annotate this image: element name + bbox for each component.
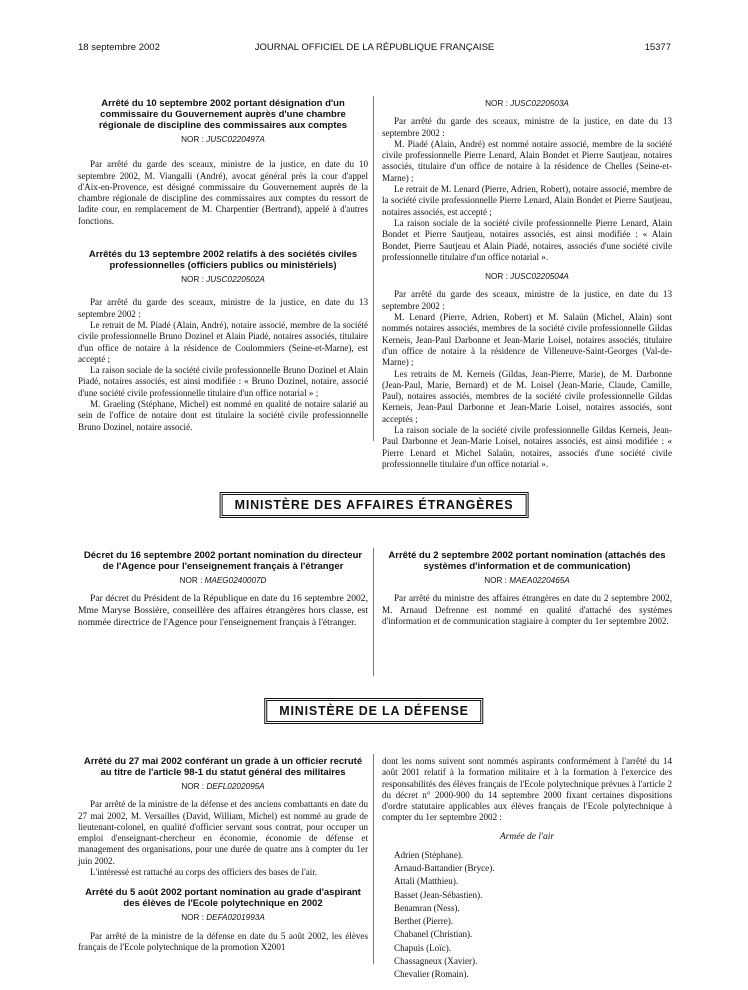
- paragraph: La raison sociale de la société civile professionnelle Gildas Kerneis, Jean-Paul Darbonne et Jean-Marie Loisel, notaires associés, est ainsi modifiée : « Pierre Lenard et Michel Salaün, notaires, associés d'une société civile professionnelle titulaire d'un office notarial ».: [382, 425, 672, 469]
- paragraph: L'intéressé est rattaché au corps des officiers des bases de l'air.: [90, 867, 318, 878]
- bottom-right-column: [382, 756, 672, 981]
- bottom-left-column: [78, 756, 368, 953]
- nor-reference: NOR : JUSC0220503A: [485, 99, 569, 108]
- top-right-column: [382, 98, 672, 470]
- paragraph: La raison sociale de la société civile professionnelle Pierre Lenard, Alain Bondet et Pierre Sautjeau, notaires associés, est ainsi modifiée : « Alain Bondet, Pierre Sautjeau et Alain Piadé, notaires, associés d'une société civile professionnelle titulaire d'un office notarial ».: [382, 217, 672, 262]
- mid-left-column: [78, 550, 368, 629]
- list-item: Chabanel (Christian).: [394, 929, 473, 940]
- nor-reference: NOR : DEFL0202095A: [181, 782, 265, 791]
- nor-reference: NOR : MAEG0240007D: [179, 576, 267, 585]
- paragraph: Par arrêté du garde des sceaux, ministre de la justice, en date du 10 septembre 2002, M. Viangalli (André), avocat général près la cour d'appel d'Aix-en-Provence, est désigné commissaire du Gouvernement auprès de la chambre régionale de discipline des commissaires aux comptes du ressort de ladite cour, en remplacement de M. Charpentier (Bertrand), appelé à d'autres fonctions.: [78, 159, 368, 226]
- list-item: Benamran (Ness).: [394, 902, 460, 913]
- paragraph: Par arrêté du garde des sceaux, ministre de la justice, en date du 13 septembre 2002 :: [382, 116, 672, 138]
- ministry-heading: MINISTÈRE DE LA DÉFENSE: [264, 698, 483, 724]
- list-item: Arnaud-Battandier (Bryce).: [394, 863, 495, 874]
- paragraph: La raison sociale de la société civile professionnelle Bruno Dozinel et Alain Piadé, notaires associés, est ainsi modifiée : « Bruno Dozinel, notaire, associé d'une société civile professionnelle titulaire d'un office notarial » ;: [78, 365, 368, 398]
- ministry-heading: MINISTÈRE DES AFFAIRES ÉTRANGÈRES: [220, 492, 529, 518]
- paragraph: M. Lenard (Pierre, Adrien, Robert) et M. Salaün (Michel, Alain) sont nommés notaires associés, membres de la société civile professionnelle Gildas Kerneis, Jean-Paul Darbonne et Jean-Marie Loisel, notaires associés, titulaire d'un office de notaire à la résidence de Villeneuve-Saint-Georges (Val-de-Marne) ;: [382, 312, 672, 368]
- paragraph: Par arrêté du garde des sceaux, ministre de la justice, en date du 13 septembre 2002 :: [78, 297, 368, 319]
- paragraph: Les retraits de M. Kerneis (Gildas, Jean-Pierre, Marie), de M. Darbonne (Jean-Paul, Marie, Bernard) et de M. Loisel (Jean-Marie, Claude, Camille, Paul), notaires associés, membres de la société civile professionnelle Gildas Kerneis, Jean-Paul Darbonne et Jean-Marie Loisel, notaires associés, sont acceptés ;: [382, 368, 672, 424]
- top-left-column: [78, 98, 368, 433]
- article-title: Décret du 16 septembre 2002 portant nomination du directeur de l'Agence pour l'enseignement français à l'étranger: [83, 550, 363, 572]
- header-journal: JOURNAL OFFICIEL DE LA RÉPUBLIQUE FRANÇAISE: [254, 42, 495, 53]
- name-list: [382, 849, 672, 981]
- list-item: Adrien (Stéphane).: [394, 850, 464, 861]
- column-divider: [373, 96, 374, 441]
- mid-right-column: [382, 550, 672, 627]
- list-item: Chassagneux (Xavier).: [394, 955, 478, 966]
- paragraph: Le retrait de M. Piadé (Alain, André), notaire associé, membre de la société civile professionnelle Bruno Dozinel et Alain Piadé, notaires associés, titulaire d'un office de notaire à la résidence de Coulommiers (Seine-et-Marne), est accepté ;: [78, 319, 368, 364]
- paragraph: Le retrait de M. Lenard (Pierre, Adrien, Robert), notaire associé, membre de la société civile professionnelle Pierre Lenard, Alain Bondet et Pierre Sautjeau, notaires associés, est accepté ;: [382, 184, 672, 217]
- paragraph: Par décret du Président de la République en date du 16 septembre 2002, Mme Maryse Bossière, conseillère des affaires étrangères hors classe, est nommée directrice de l'Agence pour l'enseignement français à l'étranger.: [78, 593, 368, 629]
- nor-reference: NOR : JUSC0220497A: [181, 135, 265, 144]
- nor-reference: NOR : MAEA0220465A: [484, 576, 570, 585]
- paragraph: Par arrêté de la ministre de la défense et des anciens combattants en date du 27 mai 2002, M. Versailles (David, William, Michel) est nommé au grade de lieutenant-colonel, en qualité d'officier servant sous contrat, pour occuper un emploi d'enseignant-chercheur en économie, économie de défense et management des organisations, pour une durée de quatre ans à compter du 1er juin 2002.: [78, 799, 368, 866]
- nor-reference: NOR : JUSC0220502A: [181, 275, 265, 285]
- paragraph: M. Piadé (Alain, André) est nommé notaire associé, membre de la société civile professionnelle Pierre Lenard, Alain Bondet et Pierre Sautjeau, notaires associés, titulaire d'un office de notaire à la résidence de Chelles (Seine-et-Marne) ;: [382, 138, 672, 183]
- paragraph: Par arrêté du garde des sceaux, ministre de la justice, en date du 13 septembre 2002 :: [382, 289, 672, 311]
- list-item: Attali (Matthieu).: [394, 876, 459, 887]
- nor-reference: NOR : JUSC0220504A: [485, 272, 569, 282]
- list-item: Chapuis (Loïc).: [394, 942, 452, 953]
- list-item: Basset (Jean-Sébastien).: [394, 889, 483, 900]
- header-page-number: 15377: [644, 42, 671, 53]
- column-divider: [373, 548, 374, 676]
- column-divider: [373, 754, 374, 964]
- nor-reference: NOR : DEFA0201993A: [181, 913, 265, 923]
- article-title: Arrêtés du 13 septembre 2002 relatifs à des sociétés civiles professionnelles (officiers publics ou ministériels): [88, 249, 358, 272]
- list-subheading: Armée de l'air: [499, 831, 555, 842]
- article-title: Arrêté du 5 août 2002 portant nomination au grade d'aspirant des élèves de l'Ecole polytechnique en 2002: [85, 887, 361, 910]
- article-title: Arrêté du 27 mai 2002 conférant un grade à un officier recruté au titre de l'article 98-1 du statut général des militaires: [83, 756, 363, 778]
- list-item: Berthet (Pierre).: [394, 916, 454, 927]
- header-date: 18 septembre 2002: [78, 42, 160, 53]
- article-title: Arrêté du 10 septembre 2002 portant désignation d'un commissaire du Gouvernement auprès d'une chambre régionale de discipline des commissaires aux comptes: [98, 98, 348, 131]
- paragraph: Par arrêté de la ministre de la défense en date du 5 août 2002, les élèves français de l'Ecole polytechnique de la promotion X2001: [78, 930, 368, 952]
- paragraph: M. Graeling (Stéphane, Michel) est nommé en qualité de notaire salarié au sein de l'office de notaire dont est titulaire la société civile professionnelle Bruno Dozinel, notaire associé.: [78, 399, 368, 432]
- list-item: Chevalier (Romain).: [394, 968, 469, 979]
- article-title: Arrêté du 2 septembre 2002 portant nomination (attachés des systèmes d'information et de communication): [388, 550, 666, 572]
- paragraph: dont les noms suivent sont nommés aspirants conformément à l'arrêté du 14 août 2001 relatif à la formation militaire et à la formation à l'exercice des responsabilités des élèves français de l'Ecole polytechnique prévues à l'article 2 du décret n° 2000-900 du 14 septembre 2000 fixant certaines dispositions d'ordre statutaire applicables aux élèves français de l'Ecole polytechnique à compter du 1er septembre 2002 :: [382, 756, 672, 823]
- paragraph: Par arrêté du ministre des affaires étrangères en date du 2 septembre 2002, M. Arnaud Defrenne est nommé en qualité d'attaché des systèmes d'information et de communication stagiaire à compter du 1er septembre 2002.: [382, 593, 672, 626]
